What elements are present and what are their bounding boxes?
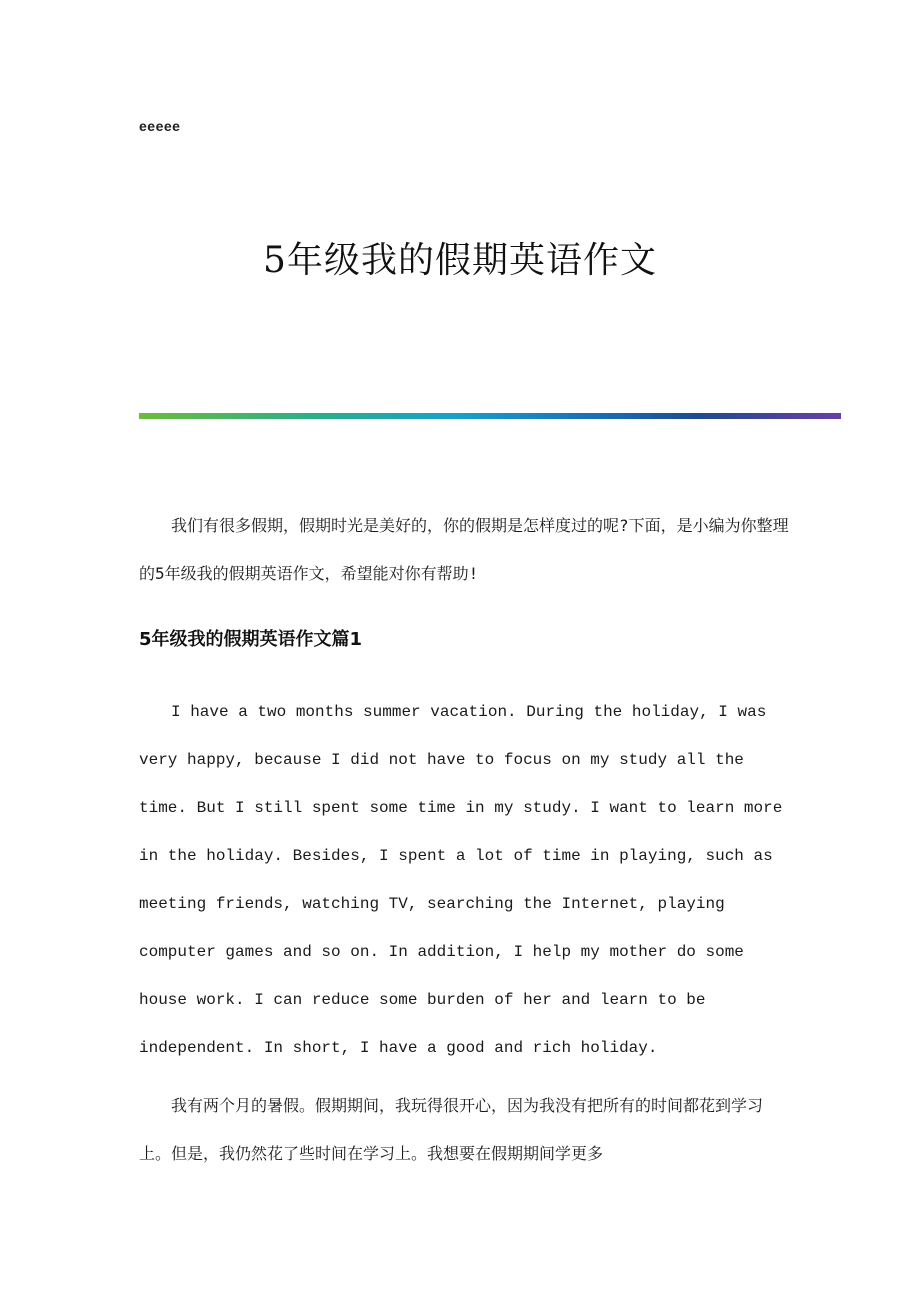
intro-paragraph: 我们有很多假期，假期时光是美好的，你的假期是怎样度过的呢?下面，是小编为你整理的5年级我的假期英语作文，希望能对你有帮助! [139, 516, 789, 583]
section-heading: 5年级我的假期英语作文篇1 [139, 629, 363, 650]
document-body [139, 502, 789, 1178]
gradient-divider [139, 413, 841, 419]
english-essay-paragraph: I have a two months summer vacation. During the holiday, I was very happy, because I did not have to focus on my study all the time. But I still spent some time in my study. I want to learn more in the holiday. Besides, I spent a lot of time in playing, such as meeting friends, watching TV, searching the Internet, playing computer games and so on. In addition, I help my mother do some house work. I can reduce some burden of her and learn to be independent. In short, I have a good and rich holiday. [139, 703, 783, 1057]
chinese-translation-paragraph: 我有两个月的暑假。假期期间，我玩得很开心，因为我没有把所有的时间都花到学习上。但是，我仍然花了些时间在学习上。我想要在假期期间学更多 [139, 1096, 764, 1163]
header-mark: eeeee [139, 118, 181, 134]
document-title: 5年级我的假期英语作文 [263, 240, 657, 281]
